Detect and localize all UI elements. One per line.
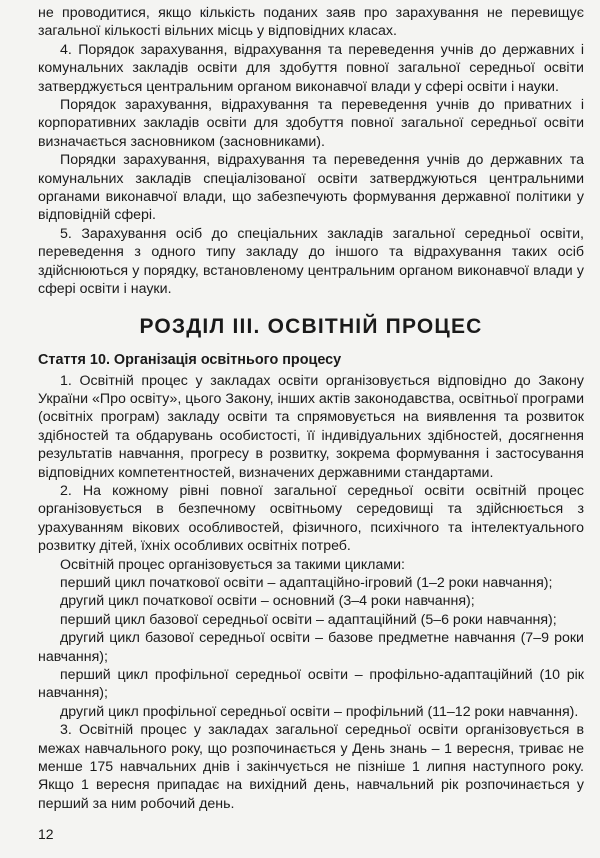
paragraph-private-schools: Порядок зарахування, відрахування та переведення учнів до приватних і корпоративних закладів освіти для здобуття повної загальної середньої освіти визначається засновником (засновниками). [38, 97, 584, 150]
page-number: 12 [38, 826, 54, 842]
article-title: Стаття 10. Організація освітнього процесу [38, 351, 342, 368]
cycle-list-item: перший цикл профільної середньої освіти – профільно-адаптаційний (10 рік навчання); [38, 667, 584, 702]
paragraph-article-1: 1. Освітній процес у закладах освіти організовується відповідно до Закону України «Про освіту», цього Закону, інших актів законодавства, освітньої програми (освітніх програм) закладу освіти та спрямовується на виявлення та розвиток здібностей та обдарувань особистості, її індивідуальних здібностей, досягнення результатів навчання, прогресу в розвитку, зокрема формування і застосування відповідних компетентностей, визначених державними стандартами. [38, 372, 584, 481]
cycle-list-item: другий цикл початкової освіти – основний (3–4 роки навчання); [60, 593, 475, 610]
cycle-list-item: перший цикл початкової освіти – адаптаційно-ігровий (1–2 роки навчання); [60, 574, 553, 591]
paragraph-article-3: 3. Освітній процес у закладах загальної середньої освіти організовується в межах навчального року, що розпочинається у День знань – 1 вересня, триває не менше 175 навчальних днів і закінчується не пізніше 1 липня наступного року. Якщо 1 вересня припадає на вихідний день, навчальний рік розпочинається у перший за ним робочий день. [38, 722, 584, 812]
cycle-list-item: перший цикл базової середньої освіти – адаптаційний (5–6 роки навчання); [60, 611, 557, 628]
paragraph-article-2: 2. На кожному рівні повної загальної середньої освіти освітній процес організовується в безпечному освітньому середовищі та здійснюється з урахуванням вікових особливостей, фізичного, психічного та інтелектуального розвитку дітей, їхніх особливих освітніх потреб. [38, 482, 584, 555]
paragraph-continuation: не проводитися, якщо кількість поданих заяв про зарахування не перевищує загальної кількості вільних місць у відповідних класах. [38, 5, 584, 40]
cycle-list-item: другий цикл базової середньої освіти – базове предметне навчання (7–9 роки навчання); [38, 630, 584, 665]
section-title: РОЗДІЛ ІІІ. ОСВІТНІЙ ПРОЦЕС [139, 314, 483, 338]
paragraph-item-5: 5. Зарахування осіб до спеціальних закладів загальної середньої освіти, переведення з одного типу закладу до іншого та відрахування таких осіб здійснюються у порядку, встановленому центральним органом виконавчої влади у сфері освіти і науки. [38, 225, 584, 298]
paragraph-item-4: 4. Порядок зарахування, відрахування та переведення учнів до державних і комунальних закладів освіти для здобуття повної загальної середньої освіти затверджується центральним органом виконавчої влади у сфері освіти і науки. [38, 41, 584, 95]
paragraph-specialized-schools: Порядки зарахування, відрахування та переведення учнів до державних та комунальних закладів спеціалізованої освіти затверджуються центральними органами виконавчої влади, що забезпечують формування державної політики у відповідній сфері. [38, 152, 584, 224]
paragraph-cycles-intro: Освітній процес організовується за такими циклами: [60, 556, 405, 573]
cycle-list-item: другий цикл профільної середньої освіти – профільний (11–12 роки навчання). [60, 703, 579, 720]
